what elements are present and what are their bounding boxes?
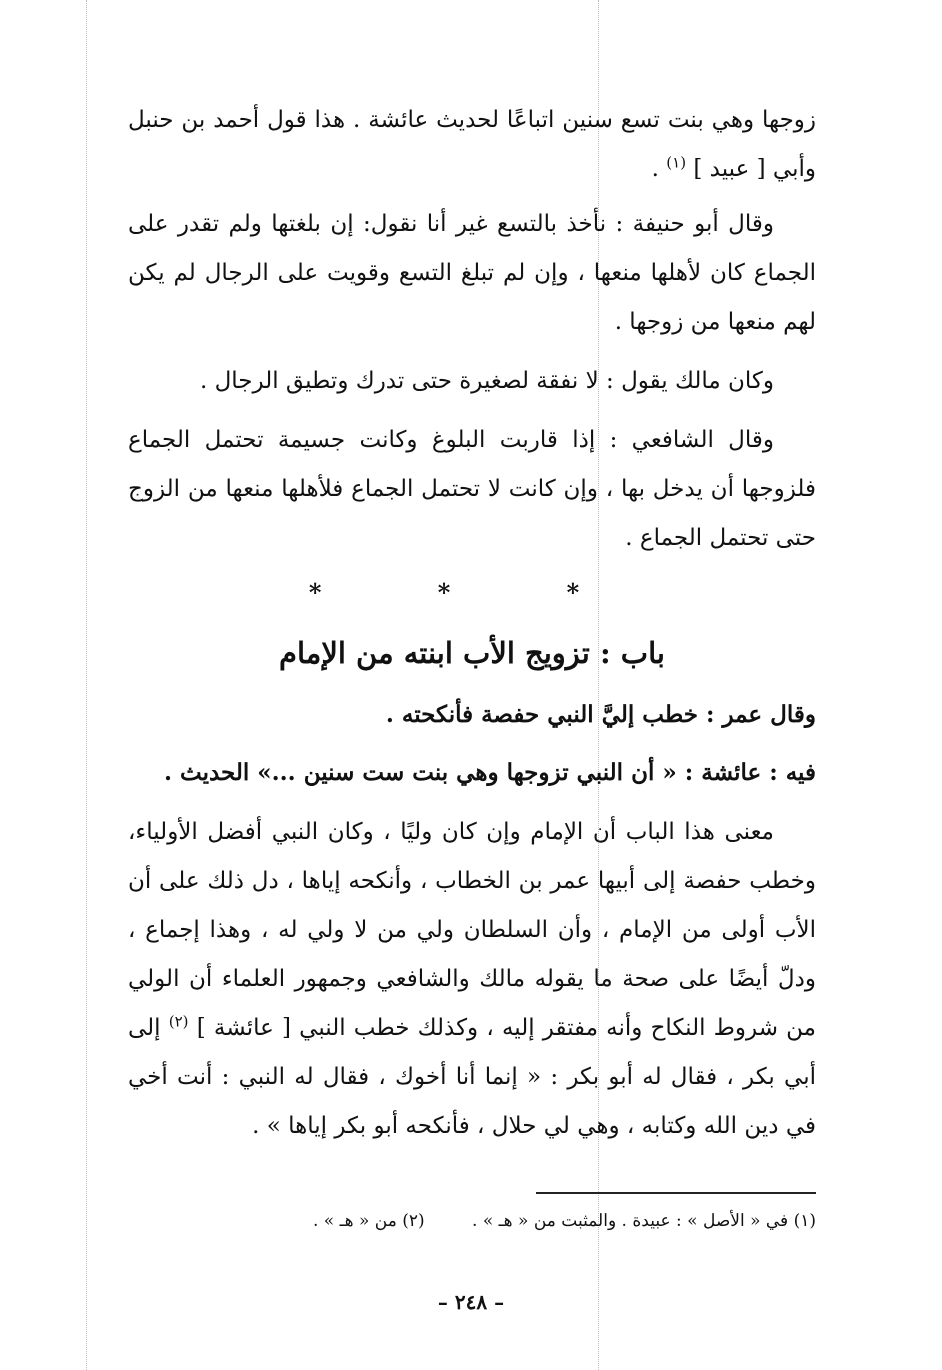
- scan-guide-line: [86, 0, 87, 1370]
- footnotes: [128, 1206, 816, 1236]
- footnote-divider: [536, 1192, 816, 1194]
- footnote-1: (١) في « الأصل » : عبيدة . والمثبت من « هـ » .: [472, 1211, 816, 1231]
- paragraph-shafii: وقال الشافعي : إذا قاربت البلوغ وكانت جسيمة تحتمل الجماع فلزوجها أن يدخل بها ، وإن كانت لا تحتمل الجماع فلأهلها منعها من الزوج حتى تحتمل الجماع .: [128, 427, 816, 551]
- section-separator: * * *: [308, 578, 634, 607]
- hadith-line: فيه : عائشة : « أن النبي تزوجها وهي بنت ست سنين ...» الحديث .: [163, 759, 816, 786]
- commentary-block: [128, 808, 816, 1151]
- paragraph-abu-hanifa: وقال أبو حنيفة : نأخذ بالتسع غير أنا نقول: إن بلغتها ولم تقدر على الجماع كان لأهلها منعها ، وإن لم تبلغ التسع وقويت على الرجال لم يكن لهم منعها من زوجها .: [128, 211, 816, 335]
- paragraph-ahmad: زوجها وهي بنت تسع سنين اتباعًا لحديث عائشة . هذا قول أحمد بن حنبل وأبي [ عبيد ] $^{(١)}$ .: [128, 107, 816, 182]
- page-number: – ٢٤٨ –: [437, 1290, 505, 1314]
- footnote-2: (٢) من « هـ » .: [313, 1211, 425, 1231]
- footnote-ref-2: (٢): [168, 1012, 189, 1031]
- paragraph-malik: وكان مالك يقول : لا نفقة لصغيرة حتى تدرك وتطيق الرجال .: [199, 368, 774, 394]
- top-text-block: [128, 96, 816, 563]
- footnote-ref-1: (١): [666, 153, 687, 172]
- paragraph-commentary: معنى هذا الباب أن الإمام وإن كان وليًا ، وكان النبي أفضل الأولياء، وخطب حفصة إلى أبيها عمر بن الخطاب ، وأنكحه إياها ، دل ذلك على أن الأب أولى من الإمام ، وأن السلطان ولي من لا ولي له ، وهذا إجماع ، ودلّ أيضًا على صحة ما يقوله مالك والشافعي وجمهور العلماء أن الولي من شروط النكاح وأنه مفتقر إليه ، وكذلك خطب النبي [ عائشة ] $^{(٢)}$ إلى أبي بكر ، فقال له أبو بكر : « إنما أنا أخوك ، فقال له النبي : أنت أخي في دين الله وكتابه ، وهي لي حلال ، فأنكحه أبو بكر إياها » .: [128, 819, 817, 1139]
- quote-omar: وقال عمر : خطب إليَّ النبي حفصة فأنكحته .: [385, 701, 816, 728]
- chapter-title: باب : تزويج الأب ابنته من الإمام: [279, 636, 665, 670]
